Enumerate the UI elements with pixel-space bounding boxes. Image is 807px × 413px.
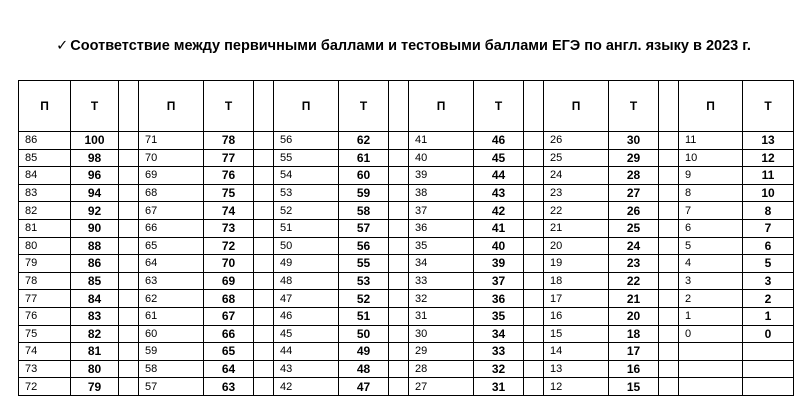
column-separator xyxy=(659,132,679,150)
primary-score xyxy=(679,378,743,396)
header-test: Т xyxy=(204,81,254,132)
test-score: 85 xyxy=(71,272,119,290)
test-score: 22 xyxy=(609,272,659,290)
test-score: 76 xyxy=(204,167,254,185)
primary-score: 37 xyxy=(409,202,474,220)
column-separator xyxy=(254,132,274,150)
column-separator xyxy=(524,184,544,202)
primary-score: 77 xyxy=(19,290,71,308)
primary-score: 44 xyxy=(274,343,339,361)
primary-score: 30 xyxy=(409,325,474,343)
primary-score: 34 xyxy=(409,255,474,273)
test-score: 48 xyxy=(339,360,389,378)
test-score xyxy=(743,360,794,378)
test-score xyxy=(743,343,794,361)
column-separator xyxy=(659,237,679,255)
column-separator xyxy=(659,343,679,361)
primary-score: 80 xyxy=(19,237,71,255)
primary-score: 84 xyxy=(19,167,71,185)
column-separator xyxy=(119,237,139,255)
test-score: 68 xyxy=(204,290,254,308)
primary-score: 18 xyxy=(544,272,609,290)
column-separator xyxy=(659,184,679,202)
test-score: 53 xyxy=(339,272,389,290)
test-score: 50 xyxy=(339,325,389,343)
header-primary: П xyxy=(409,81,474,132)
test-score: 15 xyxy=(609,378,659,396)
column-separator xyxy=(524,325,544,343)
table-row xyxy=(19,360,794,378)
primary-score: 25 xyxy=(544,149,609,167)
primary-score: 6 xyxy=(679,219,743,237)
primary-score: 63 xyxy=(139,272,204,290)
header-test: Т xyxy=(71,81,119,132)
test-score: 63 xyxy=(204,378,254,396)
column-separator xyxy=(119,219,139,237)
header-test: Т xyxy=(743,81,794,132)
header-test: Т xyxy=(609,81,659,132)
column-separator xyxy=(659,360,679,378)
primary-score: 1 xyxy=(679,307,743,325)
column-separator xyxy=(659,167,679,185)
column-separator xyxy=(119,255,139,273)
test-score: 83 xyxy=(71,307,119,325)
column-separator xyxy=(119,132,139,150)
primary-score: 36 xyxy=(409,219,474,237)
primary-score: 38 xyxy=(409,184,474,202)
test-score: 80 xyxy=(71,360,119,378)
table-row xyxy=(19,202,794,220)
column-separator xyxy=(524,132,544,150)
test-score: 25 xyxy=(609,219,659,237)
primary-score: 74 xyxy=(19,343,71,361)
column-separator xyxy=(659,290,679,308)
column-separator xyxy=(659,202,679,220)
column-separator xyxy=(524,202,544,220)
primary-score: 8 xyxy=(679,184,743,202)
column-separator xyxy=(389,202,409,220)
test-score: 5 xyxy=(743,255,794,273)
primary-score: 3 xyxy=(679,272,743,290)
primary-score: 65 xyxy=(139,237,204,255)
header-primary: П xyxy=(544,81,609,132)
column-separator xyxy=(389,237,409,255)
column-separator xyxy=(659,272,679,290)
header-test: Т xyxy=(339,81,389,132)
column-separator xyxy=(524,307,544,325)
test-score: 84 xyxy=(71,290,119,308)
column-separator xyxy=(524,149,544,167)
header-primary: П xyxy=(19,81,71,132)
test-score: 69 xyxy=(204,272,254,290)
primary-score: 75 xyxy=(19,325,71,343)
primary-score: 7 xyxy=(679,202,743,220)
primary-score xyxy=(679,343,743,361)
primary-score: 42 xyxy=(274,378,339,396)
primary-score: 45 xyxy=(274,325,339,343)
primary-score: 39 xyxy=(409,167,474,185)
test-score: 20 xyxy=(609,307,659,325)
primary-score: 16 xyxy=(544,307,609,325)
score-conversion-table xyxy=(18,80,794,396)
title-text: Соответствие между первичными баллами и тестовыми баллами ЕГЭ по англ. языку в 2023 г. xyxy=(70,38,751,54)
primary-score: 67 xyxy=(139,202,204,220)
table-row xyxy=(19,325,794,343)
test-score: 11 xyxy=(743,167,794,185)
column-separator xyxy=(254,272,274,290)
test-score: 92 xyxy=(71,202,119,220)
test-score: 94 xyxy=(71,184,119,202)
column-separator xyxy=(524,81,544,132)
test-score: 32 xyxy=(474,360,524,378)
column-separator xyxy=(254,378,274,396)
column-separator xyxy=(389,290,409,308)
test-score: 44 xyxy=(474,167,524,185)
column-separator xyxy=(254,325,274,343)
column-separator xyxy=(254,307,274,325)
test-score: 62 xyxy=(339,132,389,150)
primary-score: 46 xyxy=(274,307,339,325)
test-score: 56 xyxy=(339,237,389,255)
column-separator xyxy=(389,219,409,237)
table-body xyxy=(19,81,794,396)
primary-score: 51 xyxy=(274,219,339,237)
test-score: 33 xyxy=(474,343,524,361)
primary-score: 5 xyxy=(679,237,743,255)
primary-score: 53 xyxy=(274,184,339,202)
test-score: 3 xyxy=(743,272,794,290)
primary-score: 23 xyxy=(544,184,609,202)
test-score: 47 xyxy=(339,378,389,396)
primary-score: 17 xyxy=(544,290,609,308)
column-separator xyxy=(659,307,679,325)
column-separator xyxy=(119,343,139,361)
table-row xyxy=(19,290,794,308)
test-score: 59 xyxy=(339,184,389,202)
test-score: 49 xyxy=(339,343,389,361)
test-score: 58 xyxy=(339,202,389,220)
column-separator xyxy=(119,290,139,308)
test-score: 18 xyxy=(609,325,659,343)
test-score: 66 xyxy=(204,325,254,343)
test-score: 21 xyxy=(609,290,659,308)
test-score: 39 xyxy=(474,255,524,273)
primary-score: 85 xyxy=(19,149,71,167)
primary-score: 69 xyxy=(139,167,204,185)
column-separator xyxy=(659,325,679,343)
test-score: 2 xyxy=(743,290,794,308)
primary-score: 83 xyxy=(19,184,71,202)
table-row xyxy=(19,255,794,273)
test-score: 34 xyxy=(474,325,524,343)
column-separator xyxy=(659,149,679,167)
column-separator xyxy=(389,81,409,132)
test-score: 26 xyxy=(609,202,659,220)
header-test: Т xyxy=(474,81,524,132)
test-score: 42 xyxy=(474,202,524,220)
primary-score: 61 xyxy=(139,307,204,325)
primary-score: 52 xyxy=(274,202,339,220)
primary-score: 71 xyxy=(139,132,204,150)
test-score: 67 xyxy=(204,307,254,325)
primary-score: 22 xyxy=(544,202,609,220)
primary-score: 64 xyxy=(139,255,204,273)
primary-score: 73 xyxy=(19,360,71,378)
test-score: 72 xyxy=(204,237,254,255)
column-separator xyxy=(254,81,274,132)
primary-score: 54 xyxy=(274,167,339,185)
column-separator xyxy=(389,132,409,150)
test-score: 45 xyxy=(474,149,524,167)
primary-score: 12 xyxy=(544,378,609,396)
page-title xyxy=(0,38,807,54)
primary-score: 66 xyxy=(139,219,204,237)
column-separator xyxy=(254,255,274,273)
test-score: 61 xyxy=(339,149,389,167)
column-separator xyxy=(659,219,679,237)
column-separator xyxy=(254,360,274,378)
column-separator xyxy=(524,219,544,237)
test-score: 64 xyxy=(204,360,254,378)
test-score: 55 xyxy=(339,255,389,273)
test-score: 41 xyxy=(474,219,524,237)
test-score: 70 xyxy=(204,255,254,273)
primary-score: 31 xyxy=(409,307,474,325)
column-separator xyxy=(254,290,274,308)
test-score: 8 xyxy=(743,202,794,220)
test-score: 81 xyxy=(71,343,119,361)
primary-score xyxy=(679,360,743,378)
test-score: 77 xyxy=(204,149,254,167)
test-score: 31 xyxy=(474,378,524,396)
primary-score: 79 xyxy=(19,255,71,273)
primary-score: 2 xyxy=(679,290,743,308)
primary-score: 50 xyxy=(274,237,339,255)
primary-score: 9 xyxy=(679,167,743,185)
test-score: 17 xyxy=(609,343,659,361)
test-score: 43 xyxy=(474,184,524,202)
column-separator xyxy=(659,255,679,273)
primary-score: 49 xyxy=(274,255,339,273)
test-score: 88 xyxy=(71,237,119,255)
column-separator xyxy=(389,325,409,343)
primary-score: 57 xyxy=(139,378,204,396)
column-separator xyxy=(254,149,274,167)
primary-score: 72 xyxy=(19,378,71,396)
header-primary: П xyxy=(679,81,743,132)
checkmark-icon: ✓ xyxy=(56,38,69,54)
test-score: 1 xyxy=(743,307,794,325)
primary-score: 4 xyxy=(679,255,743,273)
column-separator xyxy=(254,167,274,185)
primary-score: 10 xyxy=(679,149,743,167)
column-separator xyxy=(524,378,544,396)
column-separator xyxy=(524,255,544,273)
column-separator xyxy=(389,343,409,361)
primary-score: 47 xyxy=(274,290,339,308)
test-score: 24 xyxy=(609,237,659,255)
column-separator xyxy=(524,272,544,290)
column-separator xyxy=(524,237,544,255)
column-separator xyxy=(659,81,679,132)
column-separator xyxy=(254,184,274,202)
column-separator xyxy=(119,184,139,202)
table-row xyxy=(19,343,794,361)
test-score: 35 xyxy=(474,307,524,325)
primary-score: 43 xyxy=(274,360,339,378)
primary-score: 32 xyxy=(409,290,474,308)
header-row xyxy=(19,81,794,132)
primary-score: 76 xyxy=(19,307,71,325)
test-score: 78 xyxy=(204,132,254,150)
test-score: 86 xyxy=(71,255,119,273)
column-separator xyxy=(119,202,139,220)
test-score: 73 xyxy=(204,219,254,237)
column-separator xyxy=(254,343,274,361)
test-score: 52 xyxy=(339,290,389,308)
test-score: 30 xyxy=(609,132,659,150)
test-score: 57 xyxy=(339,219,389,237)
column-separator xyxy=(524,167,544,185)
test-score: 28 xyxy=(609,167,659,185)
column-separator xyxy=(254,219,274,237)
primary-score: 19 xyxy=(544,255,609,273)
primary-score: 24 xyxy=(544,167,609,185)
primary-score: 14 xyxy=(544,343,609,361)
primary-score: 29 xyxy=(409,343,474,361)
column-separator xyxy=(389,360,409,378)
test-score: 16 xyxy=(609,360,659,378)
test-score: 98 xyxy=(71,149,119,167)
test-score: 60 xyxy=(339,167,389,185)
test-score: 65 xyxy=(204,343,254,361)
test-score: 7 xyxy=(743,219,794,237)
primary-score: 40 xyxy=(409,149,474,167)
column-separator xyxy=(659,378,679,396)
test-score: 96 xyxy=(71,167,119,185)
column-separator xyxy=(119,360,139,378)
column-separator xyxy=(524,360,544,378)
table-row xyxy=(19,167,794,185)
primary-score: 33 xyxy=(409,272,474,290)
column-separator xyxy=(389,272,409,290)
test-score: 27 xyxy=(609,184,659,202)
primary-score: 0 xyxy=(679,325,743,343)
column-separator xyxy=(254,237,274,255)
table-row xyxy=(19,272,794,290)
primary-score: 13 xyxy=(544,360,609,378)
primary-score: 41 xyxy=(409,132,474,150)
table-row xyxy=(19,378,794,396)
column-separator xyxy=(119,307,139,325)
primary-score: 55 xyxy=(274,149,339,167)
test-score: 46 xyxy=(474,132,524,150)
column-separator xyxy=(389,307,409,325)
column-separator xyxy=(254,202,274,220)
primary-score: 15 xyxy=(544,325,609,343)
primary-score: 48 xyxy=(274,272,339,290)
table-row xyxy=(19,307,794,325)
table-row xyxy=(19,184,794,202)
primary-score: 62 xyxy=(139,290,204,308)
test-score: 23 xyxy=(609,255,659,273)
test-score: 90 xyxy=(71,219,119,237)
test-score xyxy=(743,378,794,396)
primary-score: 56 xyxy=(274,132,339,150)
primary-score: 35 xyxy=(409,237,474,255)
column-separator xyxy=(389,167,409,185)
primary-score: 68 xyxy=(139,184,204,202)
table-row xyxy=(19,149,794,167)
test-score: 10 xyxy=(743,184,794,202)
test-score: 12 xyxy=(743,149,794,167)
column-separator xyxy=(119,149,139,167)
primary-score: 20 xyxy=(544,237,609,255)
table-row xyxy=(19,237,794,255)
primary-score: 82 xyxy=(19,202,71,220)
column-separator xyxy=(119,325,139,343)
primary-score: 11 xyxy=(679,132,743,150)
test-score: 29 xyxy=(609,149,659,167)
test-score: 6 xyxy=(743,237,794,255)
primary-score: 27 xyxy=(409,378,474,396)
test-score: 40 xyxy=(474,237,524,255)
primary-score: 70 xyxy=(139,149,204,167)
test-score: 100 xyxy=(71,132,119,150)
primary-score: 58 xyxy=(139,360,204,378)
test-score: 75 xyxy=(204,184,254,202)
test-score: 37 xyxy=(474,272,524,290)
header-primary: П xyxy=(274,81,339,132)
primary-score: 26 xyxy=(544,132,609,150)
column-separator xyxy=(389,378,409,396)
column-separator xyxy=(389,149,409,167)
test-score: 79 xyxy=(71,378,119,396)
primary-score: 59 xyxy=(139,343,204,361)
test-score: 36 xyxy=(474,290,524,308)
primary-score: 81 xyxy=(19,219,71,237)
test-score: 51 xyxy=(339,307,389,325)
column-separator xyxy=(119,272,139,290)
column-separator xyxy=(524,343,544,361)
table-row xyxy=(19,219,794,237)
test-score: 82 xyxy=(71,325,119,343)
primary-score: 28 xyxy=(409,360,474,378)
primary-score: 86 xyxy=(19,132,71,150)
column-separator xyxy=(119,167,139,185)
column-separator xyxy=(389,255,409,273)
primary-score: 78 xyxy=(19,272,71,290)
primary-score: 60 xyxy=(139,325,204,343)
column-separator xyxy=(119,81,139,132)
table-row xyxy=(19,132,794,150)
column-separator xyxy=(524,290,544,308)
column-separator xyxy=(389,184,409,202)
test-score: 0 xyxy=(743,325,794,343)
column-separator xyxy=(119,378,139,396)
test-score: 13 xyxy=(743,132,794,150)
header-primary: П xyxy=(139,81,204,132)
test-score: 74 xyxy=(204,202,254,220)
primary-score: 21 xyxy=(544,219,609,237)
